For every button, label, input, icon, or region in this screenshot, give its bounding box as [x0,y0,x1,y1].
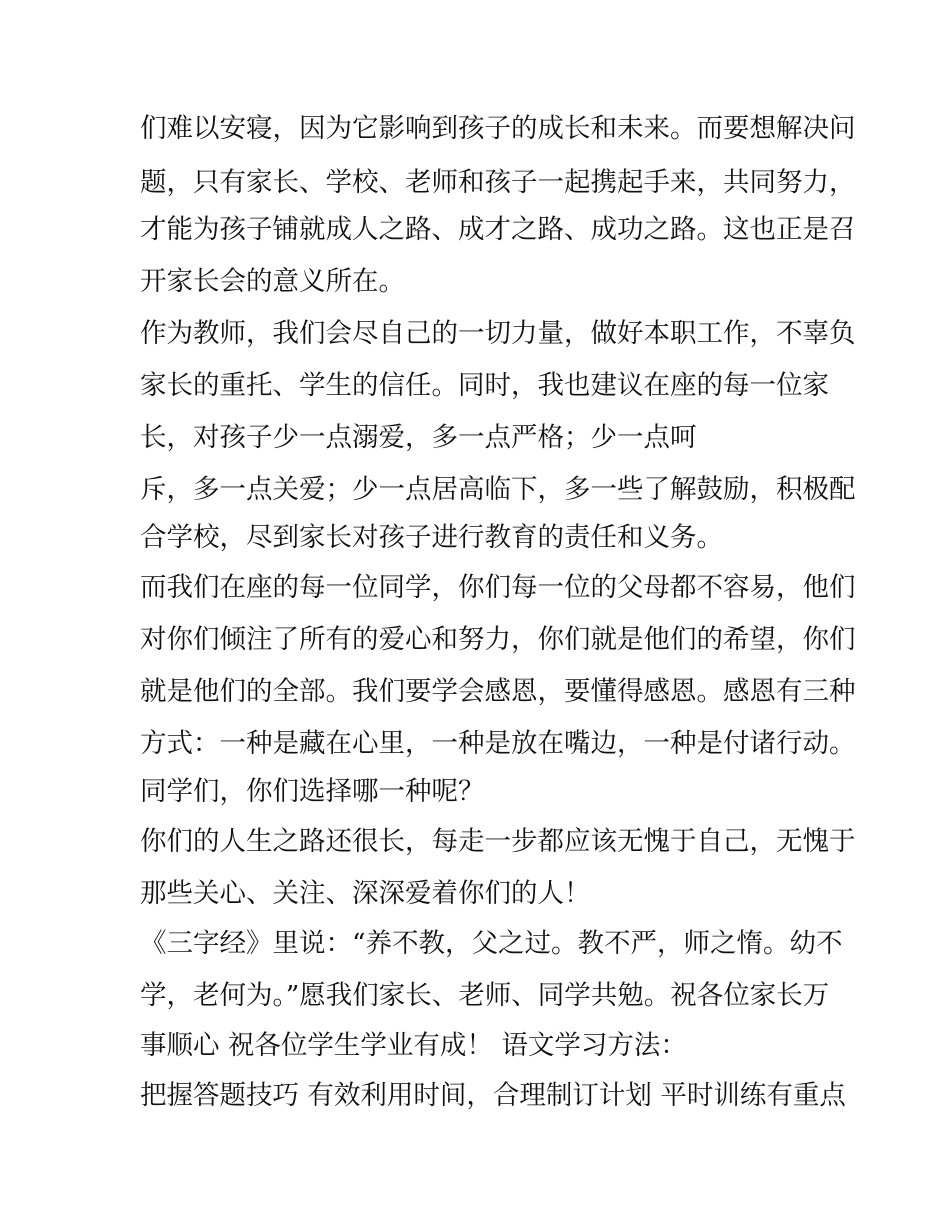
text-line: 而我们在座的每一位同学，你们每一位的父母都不容易，他们 [140,572,856,603]
text-line: 把握答题技巧 有效利用时间，合理制订计划 平时训练有重点 [140,1080,846,1111]
text-line: 就是他们的全部。我们要学会感恩，要懂得感恩。感恩有三种 [140,676,856,707]
text-line: 方式：一种是藏在心里，一种是放在嘴边，一种是付诸行动。 [140,728,856,759]
text-line: 对你们倾注了所有的爱心和努力，你们就是他们的希望，你们 [140,624,856,655]
text-line: 事顺心 祝各位学生学业有成！ 语文学习方法： [140,1030,687,1061]
text-line: 斥，多一点关爱；少一点居高临下，多一些了解鼓励，积极配 [140,474,856,505]
text-line: 同学们，你们选择哪一种呢？ [140,776,485,807]
text-line: 题，只有家长、学校、老师和孩子一起携起手来，共同努力， [140,167,856,198]
text-line: 们难以安寝，因为它影响到孩子的成长和未来。而要想解决问 [140,113,856,144]
text-line: 你们的人生之路还很长，每走一步都应该无愧于自己，无愧于 [140,826,856,857]
text-line: 家长的重托、学生的信任。同时，我也建议在座的每一位家 [140,370,829,401]
text-line: 才能为孩子铺就成人之路、成才之路、成功之路。这也正是召 [140,214,856,245]
text-line: 《三字经》里说：“养不教，父之过。教不严，师之惰。幼不 [140,928,843,959]
text-line: 合学校，尽到家长对孩子进行教育的责任和义务。 [140,522,723,553]
text-line: 那些关心、关注、深深爱着你们的人！ [140,878,591,909]
text-line: 学，老何为。”愿我们家长、老师、同学共勉。祝各位家长万 [140,980,830,1011]
text-line: 作为教师，我们会尽自己的一切力量，做好本职工作，不辜负 [140,318,856,349]
text-line: 开家长会的意义所在。 [140,266,405,297]
text-line: 长，对孩子少一点溺爱，多一点严格；少一点呵 [140,422,697,453]
